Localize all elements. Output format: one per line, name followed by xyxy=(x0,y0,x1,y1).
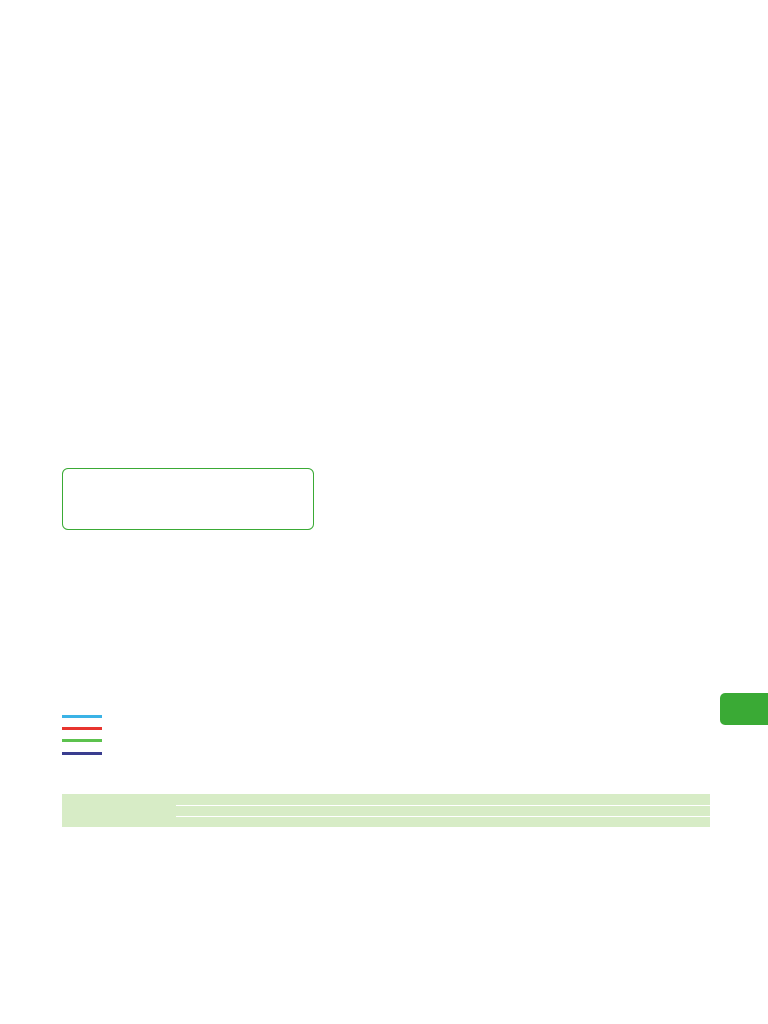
legend-item-curve-ict xyxy=(62,747,114,759)
rating-charts xyxy=(0,540,768,715)
curve-header xyxy=(283,816,351,827)
curve-header xyxy=(388,816,425,827)
rating-20a xyxy=(526,805,710,816)
lamps-table xyxy=(62,794,710,828)
curve-header xyxy=(351,816,388,827)
curve-header xyxy=(250,816,283,827)
curve-header xyxy=(526,816,563,827)
body-column xyxy=(326,137,710,147)
page-tab xyxy=(720,693,768,725)
curve-header xyxy=(458,816,526,827)
led-callout xyxy=(62,468,314,530)
legend-item-curve-b xyxy=(62,710,114,722)
curve-header xyxy=(563,816,600,827)
curve-header xyxy=(213,816,250,827)
curve-header xyxy=(176,816,213,827)
rating-10a xyxy=(176,805,351,816)
figure-caption-n47 xyxy=(62,768,66,777)
legend-item-curve-d xyxy=(62,735,114,747)
legend-swatch xyxy=(62,727,102,730)
table-group-header xyxy=(176,794,710,805)
curve-header xyxy=(600,816,633,827)
legend-item-curve-c xyxy=(62,722,114,734)
table-unit-header xyxy=(62,794,176,828)
chart-legend xyxy=(62,710,114,759)
curve-header xyxy=(633,816,710,827)
rating-16a xyxy=(351,805,526,816)
legend-swatch xyxy=(62,715,102,718)
curve-header xyxy=(425,816,458,827)
legend-swatch xyxy=(62,752,102,755)
figure-caption-n48 xyxy=(62,937,66,946)
table-header-row xyxy=(62,794,710,805)
legend-swatch xyxy=(62,739,102,742)
